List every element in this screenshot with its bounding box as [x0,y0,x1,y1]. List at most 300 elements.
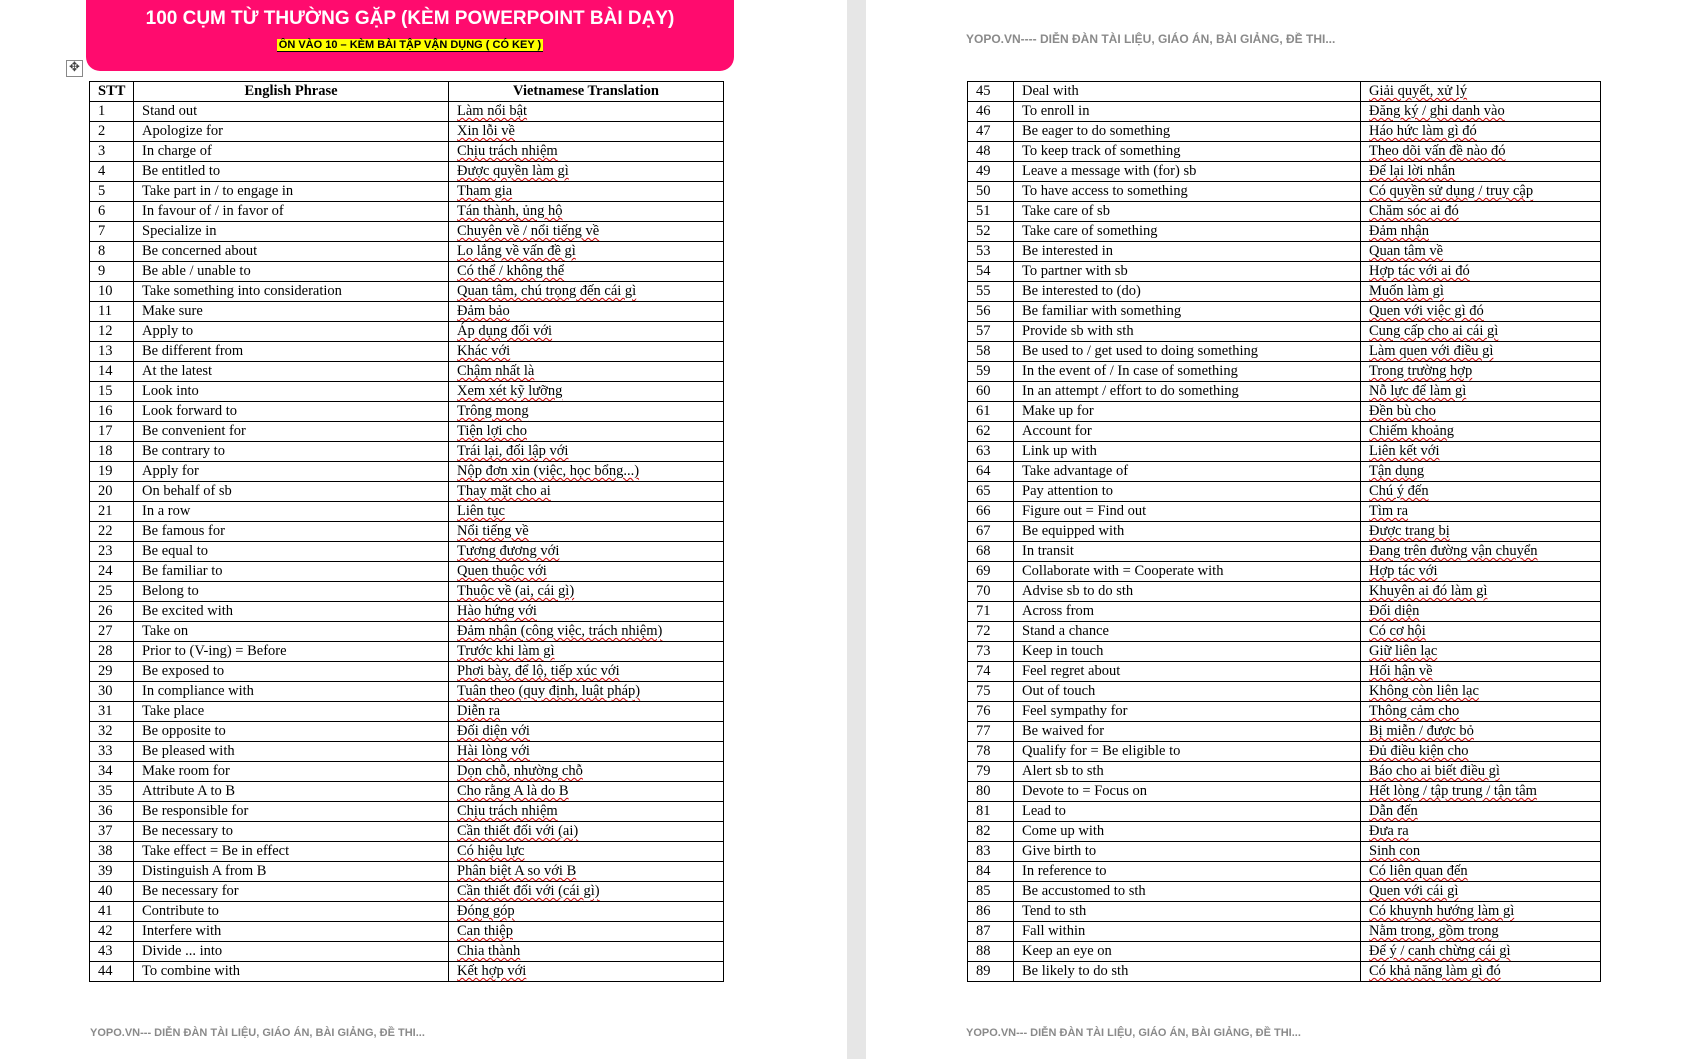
english-phrase: Take something into consideration [134,282,449,302]
english-phrase: Be familiar with something [1014,302,1361,322]
table-row [90,962,724,982]
vietnamese-translation: Muốn làm gì [1361,282,1601,302]
vietnamese-translation: Diễn ra [449,702,724,722]
table-row [90,442,724,462]
english-phrase: Be able / unable to [134,262,449,282]
row-number: 2 [90,122,134,142]
vietnamese-translation: Có hiệu lực [449,842,724,862]
vietnamese-translation: Quan tâm, chú trọng đến cái gì [449,282,724,302]
page-right [866,0,1707,1059]
table-row [90,242,724,262]
table-row [968,282,1601,302]
row-number: 46 [968,102,1014,122]
vietnamese-translation: Giải quyết, xử lý [1361,82,1601,102]
row-number: 10 [90,282,134,302]
table-row [90,182,724,202]
table-row [90,382,724,402]
table-row [968,762,1601,782]
vietnamese-translation: Tiện lợi cho [449,422,724,442]
table-row [968,342,1601,362]
row-number: 89 [968,962,1014,982]
header-stt: STT [90,82,134,102]
row-number: 72 [968,622,1014,642]
vietnamese-translation: Có khả năng làm gì đó [1361,962,1601,982]
english-phrase: Look into [134,382,449,402]
table-row [968,142,1601,162]
document-subtitle: ÔN VÀO 10 – KÈM BÀI TẬP VẬN DỤNG ( CÓ KEY ) [278,39,542,51]
row-number: 25 [90,582,134,602]
table-row [968,822,1601,842]
vietnamese-translation: Quen với cái gì [1361,882,1601,902]
row-number: 57 [968,322,1014,342]
row-number: 15 [90,382,134,402]
english-phrase: Make room for [134,762,449,782]
row-number: 14 [90,362,134,382]
table-row [90,762,724,782]
row-number: 52 [968,222,1014,242]
row-number: 88 [968,942,1014,962]
row-number: 29 [90,662,134,682]
row-number: 13 [90,342,134,362]
table-row [968,322,1601,342]
english-phrase: In reference to [1014,862,1361,882]
vietnamese-translation: Hết lòng / tập trung / tận tâm [1361,782,1601,802]
row-number: 73 [968,642,1014,662]
table-row [968,302,1601,322]
english-phrase: Alert sb to sth [1014,762,1361,782]
vietnamese-translation: Hợp tác với ai đó [1361,262,1601,282]
vietnamese-translation: Tuân theo (quy định, luật pháp) [449,682,724,702]
row-number: 66 [968,502,1014,522]
row-number: 36 [90,802,134,822]
table-row [968,402,1601,422]
english-phrase: Distinguish A from B [134,862,449,882]
vietnamese-translation: Tham gia [449,182,724,202]
row-number: 55 [968,282,1014,302]
phrase-table-right [967,81,1601,982]
table-row [968,122,1601,142]
english-phrase: Stand out [134,102,449,122]
table-row [90,282,724,302]
row-number: 70 [968,582,1014,602]
table-row [968,782,1601,802]
table-row [90,522,724,542]
table-row [968,482,1601,502]
row-number: 26 [90,602,134,622]
vietnamese-translation: Đưa ra [1361,822,1601,842]
table-row [968,742,1601,762]
table-row [90,602,724,622]
english-phrase: To combine with [134,962,449,982]
english-phrase: Be waived for [1014,722,1361,742]
english-phrase: Take on [134,622,449,642]
table-row [968,802,1601,822]
vietnamese-translation: Hào hứng với [449,602,724,622]
table-row [968,622,1601,642]
table-row [968,562,1601,582]
english-phrase: Be equipped with [1014,522,1361,542]
table-row [90,162,724,182]
row-number: 43 [90,942,134,962]
vietnamese-translation: Cho rằng A là do B [449,782,724,802]
table-row [90,202,724,222]
english-phrase: Look forward to [134,402,449,422]
table-row [90,462,724,482]
english-phrase: Be familiar to [134,562,449,582]
table-row [90,122,724,142]
table-row [90,562,724,582]
table-row [90,322,724,342]
table-row [968,442,1601,462]
row-number: 22 [90,522,134,542]
vietnamese-translation: Hối hận về [1361,662,1601,682]
english-phrase: Apologize for [134,122,449,142]
vietnamese-translation: Tương đương với [449,542,724,562]
row-number: 48 [968,142,1014,162]
table-row [90,782,724,802]
vietnamese-translation: Đảm nhận (công việc, trách nhiệm) [449,622,724,642]
table-row [968,222,1601,242]
table-row [968,242,1601,262]
table-row [90,722,724,742]
vietnamese-translation: Hài lòng với [449,742,724,762]
english-phrase: Keep an eye on [1014,942,1361,962]
row-number: 1 [90,102,134,122]
vietnamese-translation: Dọn chỗ, nhường chỗ [449,762,724,782]
row-number: 19 [90,462,134,482]
english-phrase: Be necessary for [134,882,449,902]
vietnamese-translation: Hợp tác với [1361,562,1601,582]
move-icon[interactable]: ✥ [66,60,83,77]
table-row [968,102,1601,122]
table-row [968,422,1601,442]
vietnamese-translation: Đền bù cho [1361,402,1601,422]
english-phrase: At the latest [134,362,449,382]
row-number: 49 [968,162,1014,182]
vietnamese-translation: Thay mặt cho ai [449,482,724,502]
english-phrase: Across from [1014,602,1361,622]
table-row [968,862,1601,882]
vietnamese-translation: Làm nổi bật [449,102,724,122]
vietnamese-translation: Đảm bảo [449,302,724,322]
table-row [90,262,724,282]
vietnamese-translation: Xem xét kỹ lưỡng [449,382,724,402]
vietnamese-translation: Sinh con [1361,842,1601,862]
table-row [90,702,724,722]
table-row [968,602,1601,622]
table-row [968,182,1601,202]
vietnamese-translation: Áp dụng đối với [449,322,724,342]
row-number: 35 [90,782,134,802]
row-number: 64 [968,462,1014,482]
english-phrase: Be opposite to [134,722,449,742]
english-phrase: Feel sympathy for [1014,702,1361,722]
vietnamese-translation: Đăng ký / ghi danh vào [1361,102,1601,122]
vietnamese-translation: Chịu trách nhiệm [449,142,724,162]
row-number: 68 [968,542,1014,562]
english-phrase: Fall within [1014,922,1361,942]
table-row [968,842,1601,862]
row-number: 63 [968,442,1014,462]
row-number: 83 [968,842,1014,862]
table-row [90,642,724,662]
row-number: 65 [968,482,1014,502]
english-phrase: Apply to [134,322,449,342]
english-phrase: Take part in / to engage in [134,182,449,202]
vietnamese-translation: Có cơ hội [1361,622,1601,642]
english-phrase: Take place [134,702,449,722]
vietnamese-translation: Không còn liên lạc [1361,682,1601,702]
vietnamese-translation: Nổi tiếng về [449,522,724,542]
row-number: 39 [90,862,134,882]
english-phrase: Be famous for [134,522,449,542]
row-number: 40 [90,882,134,902]
english-phrase: Be accustomed to sth [1014,882,1361,902]
vietnamese-translation: Để lại lời nhắn [1361,162,1601,182]
row-number: 17 [90,422,134,442]
table-row [90,802,724,822]
english-phrase: Be likely to do sth [1014,962,1361,982]
english-phrase: Keep in touch [1014,642,1361,662]
vietnamese-translation: Nộp đơn xin (việc, học bổng...) [449,462,724,482]
english-phrase: Collaborate with = Cooperate with [1014,562,1361,582]
table-row [968,582,1601,602]
vietnamese-translation: Trước khi làm gì [449,642,724,662]
table-row [90,842,724,862]
vietnamese-translation: Chậm nhất là [449,362,724,382]
english-phrase: Feel regret about [1014,662,1361,682]
table-row [968,462,1601,482]
table-row [90,222,724,242]
vietnamese-translation: Phân biệt A so với B [449,862,724,882]
english-phrase: To enroll in [1014,102,1361,122]
english-phrase: Be concerned about [134,242,449,262]
row-number: 3 [90,142,134,162]
vietnamese-translation: Trái lại, đối lập với [449,442,724,462]
english-phrase: Stand a chance [1014,622,1361,642]
row-number: 54 [968,262,1014,282]
english-phrase: Advise sb to do sth [1014,582,1361,602]
vietnamese-translation: Làm quen với điều gì [1361,342,1601,362]
row-number: 86 [968,902,1014,922]
english-phrase: In charge of [134,142,449,162]
english-phrase: Tend to sth [1014,902,1361,922]
table-row [90,942,724,962]
row-number: 69 [968,562,1014,582]
table-header-row [90,82,724,102]
table-row [90,622,724,642]
table-row [968,382,1601,402]
row-number: 79 [968,762,1014,782]
table-row [968,882,1601,902]
english-phrase: In transit [1014,542,1361,562]
english-phrase: Contribute to [134,902,449,922]
vietnamese-translation: Can thiệp [449,922,724,942]
english-phrase: Be interested in [1014,242,1361,262]
english-phrase: Qualify for = Be eligible to [1014,742,1361,762]
vietnamese-translation: Thuộc về (ai, cái gì) [449,582,724,602]
vietnamese-translation: Có khuynh hướng làm gì [1361,902,1601,922]
english-phrase: To keep track of something [1014,142,1361,162]
page-footer: YOPO.VN--- DIỄN ĐÀN TÀI LIỆU, GIÁO ÁN, BÀI GIẢNG, ĐỀ THI... [966,1027,1301,1039]
vietnamese-translation: Chịu trách nhiệm [449,802,724,822]
table-row [968,922,1601,942]
row-number: 9 [90,262,134,282]
english-phrase: Be pleased with [134,742,449,762]
vietnamese-translation: Được quyền làm gì [449,162,724,182]
row-number: 61 [968,402,1014,422]
row-number: 85 [968,882,1014,902]
english-phrase: Account for [1014,422,1361,442]
english-phrase: Provide sb with sth [1014,322,1361,342]
english-phrase: Make up for [1014,402,1361,422]
vietnamese-translation: Quan tâm về [1361,242,1601,262]
table-row [968,682,1601,702]
row-number: 27 [90,622,134,642]
english-phrase: Take care of something [1014,222,1361,242]
english-phrase: Be eager to do something [1014,122,1361,142]
row-number: 32 [90,722,134,742]
english-phrase: Specialize in [134,222,449,242]
row-number: 74 [968,662,1014,682]
vietnamese-translation: Được trang bị [1361,522,1601,542]
english-phrase: Attribute A to B [134,782,449,802]
row-number: 30 [90,682,134,702]
vietnamese-translation: Khác với [449,342,724,362]
english-phrase: Deal with [1014,82,1361,102]
english-phrase: Take care of sb [1014,202,1361,222]
page-left [0,0,847,1059]
header-vietnamese: Vietnamese Translation [449,82,724,102]
english-phrase: Be responsible for [134,802,449,822]
vietnamese-translation: Trông mong [449,402,724,422]
vietnamese-translation: Khuyên ai đó làm gì [1361,582,1601,602]
english-phrase: On behalf of sb [134,482,449,502]
english-phrase: In favour of / in favor of [134,202,449,222]
row-number: 53 [968,242,1014,262]
row-number: 23 [90,542,134,562]
table-row [968,962,1601,982]
vietnamese-translation: Cần thiết đối với (cái gì) [449,882,724,902]
english-phrase: Apply for [134,462,449,482]
row-number: 7 [90,222,134,242]
vietnamese-translation: Có liên quan đến [1361,862,1601,882]
row-number: 60 [968,382,1014,402]
table-row [90,482,724,502]
row-number: 47 [968,122,1014,142]
english-phrase: Be contrary to [134,442,449,462]
row-number: 62 [968,422,1014,442]
row-number: 45 [968,82,1014,102]
vietnamese-translation: Giữ liên lạc [1361,642,1601,662]
vietnamese-translation: Tìm ra [1361,502,1601,522]
vietnamese-translation: Háo hức làm gì đó [1361,122,1601,142]
row-number: 5 [90,182,134,202]
vietnamese-translation: Có quyền sử dụng / truy cập [1361,182,1601,202]
vietnamese-translation: Đối diện với [449,722,724,742]
row-number: 38 [90,842,134,862]
english-phrase: Give birth to [1014,842,1361,862]
vietnamese-translation: Chăm sóc ai đó [1361,202,1601,222]
row-number: 12 [90,322,134,342]
english-phrase: Make sure [134,302,449,322]
row-number: 51 [968,202,1014,222]
row-number: 6 [90,202,134,222]
row-number: 67 [968,522,1014,542]
row-number: 8 [90,242,134,262]
vietnamese-translation: Xin lỗi về [449,122,724,142]
vietnamese-translation: Đang trên đường vận chuyển [1361,542,1601,562]
table-row [90,102,724,122]
english-phrase: Lead to [1014,802,1361,822]
english-phrase: Divide ... into [134,942,449,962]
english-phrase: Be excited with [134,602,449,622]
row-number: 31 [90,702,134,722]
english-phrase: To have access to something [1014,182,1361,202]
vietnamese-translation: Quen với việc gì đó [1361,302,1601,322]
row-number: 56 [968,302,1014,322]
english-phrase: Leave a message with (for) sb [1014,162,1361,182]
vietnamese-translation: Tận dụng [1361,462,1601,482]
table-row [968,522,1601,542]
table-row [90,902,724,922]
vietnamese-translation: Liên kết với [1361,442,1601,462]
vietnamese-translation: Cung cấp cho ai cái gì [1361,322,1601,342]
table-row [968,642,1601,662]
vietnamese-translation: Kết hợp với [449,962,724,982]
table-row [90,682,724,702]
title-banner [86,0,734,71]
vietnamese-translation: Chia thành [449,942,724,962]
english-phrase: Interfere with [134,922,449,942]
english-phrase: Figure out = Find out [1014,502,1361,522]
english-phrase: Be equal to [134,542,449,562]
row-number: 34 [90,762,134,782]
row-number: 28 [90,642,134,662]
english-phrase: In compliance with [134,682,449,702]
row-number: 81 [968,802,1014,822]
vietnamese-translation: Chiếm khoảng [1361,422,1601,442]
vietnamese-translation: Đóng góp [449,902,724,922]
page-footer: YOPO.VN--- DIỄN ĐÀN TÀI LIỆU, GIÁO ÁN, BÀI GIẢNG, ĐỀ THI... [90,1027,425,1039]
vietnamese-translation: Quen thuộc với [449,562,724,582]
row-number: 18 [90,442,134,462]
row-number: 84 [968,862,1014,882]
table-row [968,542,1601,562]
row-number: 16 [90,402,134,422]
row-number: 80 [968,782,1014,802]
row-number: 41 [90,902,134,922]
row-number: 75 [968,682,1014,702]
table-row [90,142,724,162]
table-row [968,202,1601,222]
table-row [90,542,724,562]
vietnamese-translation: Nằm trong, gồm trong [1361,922,1601,942]
table-row [90,422,724,442]
table-row [968,362,1601,382]
vietnamese-translation: Nỗ lực để làm gì [1361,382,1601,402]
row-number: 24 [90,562,134,582]
table-row [968,262,1601,282]
page-header: YOPO.VN---- DIỄN ĐÀN TÀI LIỆU, GIÁO ÁN, BÀI GIẢNG, ĐỀ THI... [966,32,1336,46]
vietnamese-translation: Báo cho ai biết điều gì [1361,762,1601,782]
table-row [90,362,724,382]
english-phrase: Be used to / get used to doing something [1014,342,1361,362]
vietnamese-translation: Đảm nhận [1361,222,1601,242]
vietnamese-translation: Cần thiết đối với (ai) [449,822,724,842]
table-row [90,662,724,682]
vietnamese-translation: Đối diện [1361,602,1601,622]
